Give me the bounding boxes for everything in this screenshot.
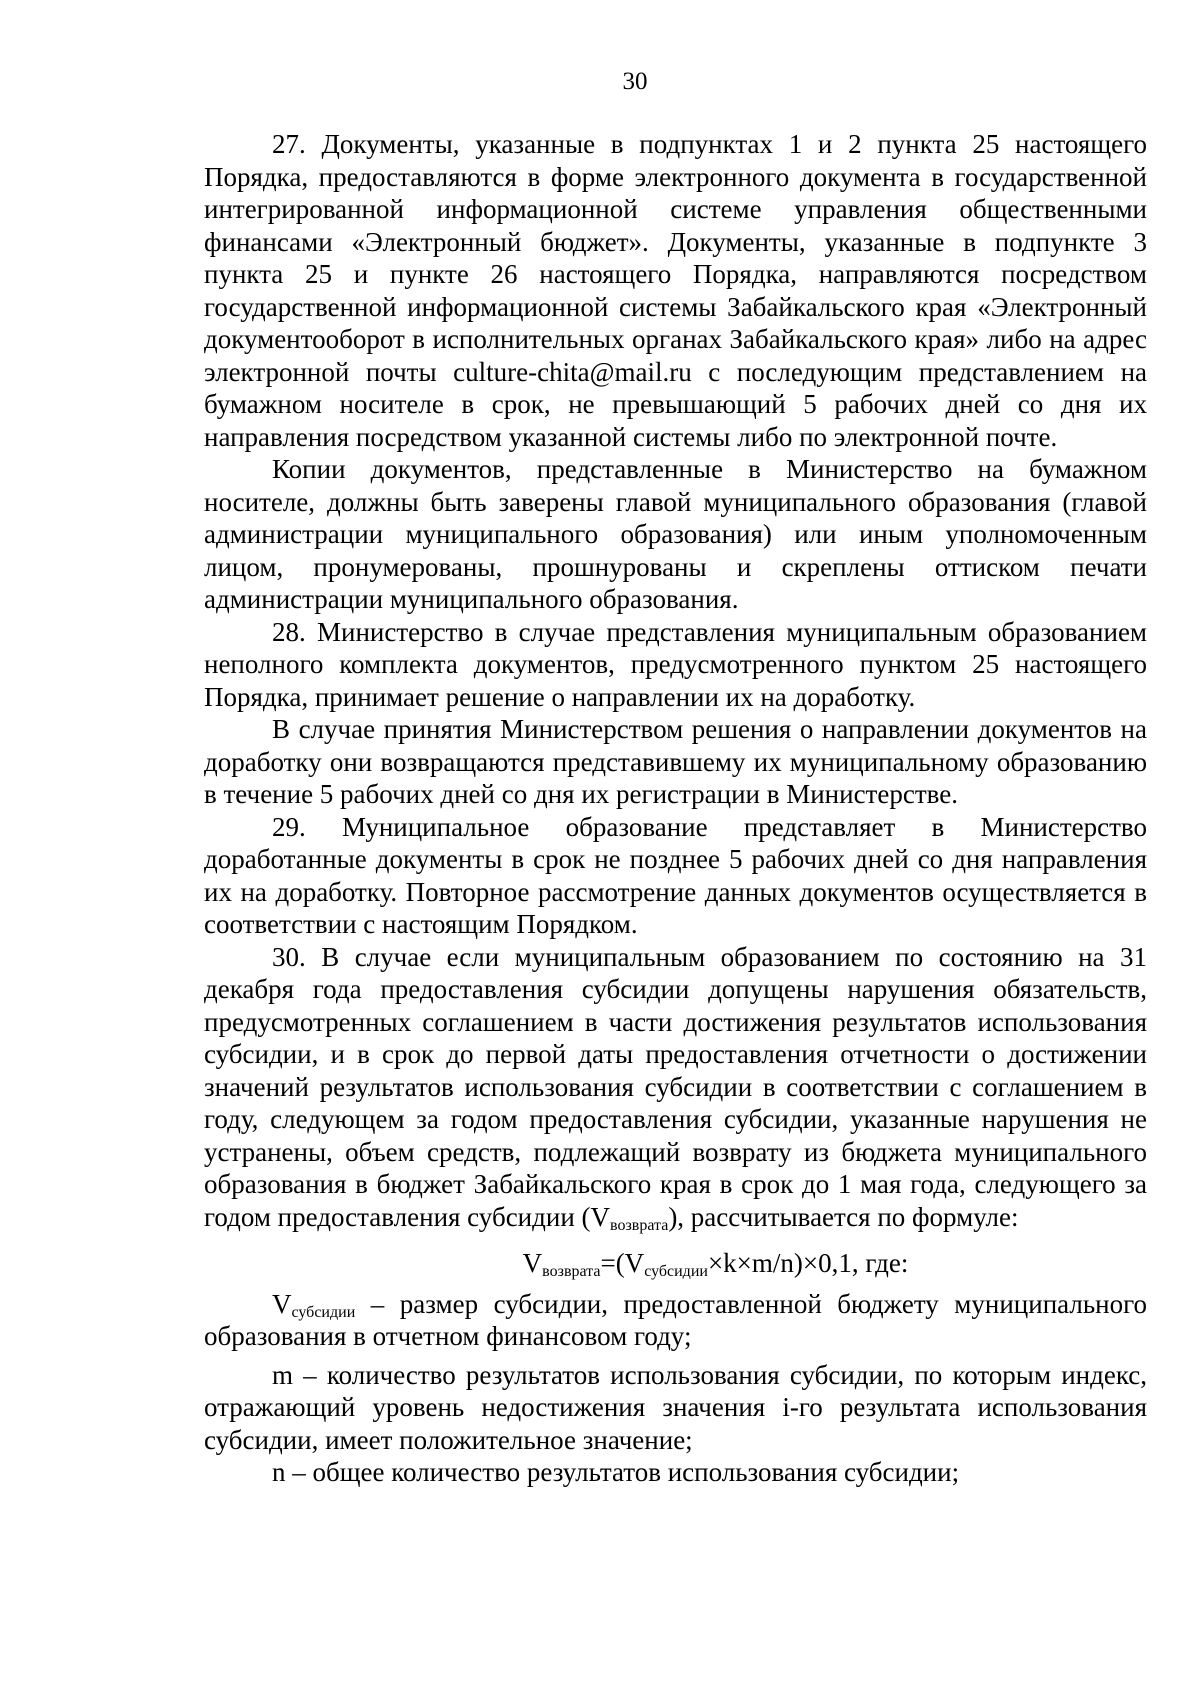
paragraph-30-after: ), рассчитывается по формуле: (668, 1201, 1019, 1232)
paragraph-28-text: Министерство в случае представления муниципальным образованием неполного комплекта документов, предусмотренного пунктом 25 настоящего Порядка, принимает решение о направлении их на доработку. (204, 616, 1148, 712)
document-body (204, 128, 1147, 1489)
paragraph-27-copies (204, 453, 1147, 616)
page-number: 30 (622, 68, 648, 95)
formula (204, 1247, 1147, 1280)
paragraph-30-subscript: возврата (610, 1216, 669, 1234)
definition-n-text: n – общее количество результатов использования субсидии; (272, 1457, 960, 1487)
definition-m-text: m – количество результатов использования субсидии, по которым индекс, отражающий уровень недостижения значения i-го результата использования субсидии, имеет положительное значение; (204, 1359, 1147, 1455)
paragraph-27 (204, 128, 1147, 453)
item-number-30: 30. (272, 941, 306, 972)
definition-n (204, 1456, 1147, 1489)
paragraph-28-return-text: В случае принятия Министерством решения о направлении документов на доработку они возвращаются представившему их муниципальному образованию в течение 5 рабочих дней со дня их регистрации в Министерстве. (204, 714, 1147, 809)
definition-v-subsidy (204, 1288, 1147, 1353)
definition-v: V (272, 1288, 292, 1319)
paragraph-30 (204, 941, 1147, 1234)
paragraph-29-text: Муниципальное образование представляет в Министерство доработанные документы в срок не позднее 5 рабочих дней со дня направления их на доработку. Повторное рассмотрение данных документов осуществляется в соответствии с настоящим Порядком. (204, 811, 1147, 939)
definition-v-text: – размер субсидии, предоставленной бюджету муниципального образования в отчетном финансовом году; (204, 1288, 1147, 1351)
definition-v-sub: субсидии (291, 1303, 356, 1321)
paragraph-28 (204, 616, 1147, 714)
formula-sub-return: возврата (542, 1263, 601, 1280)
formula-eq: =(V (600, 1248, 645, 1278)
paragraph-29 (204, 811, 1147, 941)
item-number-28: 28. (272, 616, 306, 647)
formula-sub-subsidy: субсидии (644, 1263, 708, 1280)
paragraph-27-copies-text: Копии документов, представленные в Министерство на бумажном носителе, должны быть заверены главой муниципального образования (главой администрации муниципального образования) или иным уполномоченным лицом, пронумерованы, прошнурованы и скреплены оттиском печати администрации муниципального образования. (204, 454, 1147, 614)
definition-m (204, 1359, 1147, 1457)
item-number-27: 27. (272, 129, 306, 159)
paragraph-28-return (204, 713, 1147, 811)
paragraph-27-text: Документы, указанные в подпунктах 1 и 2 пункта 25 настоящего Порядка, предоставляются в форме электронного документа в государственной интегрированной информационной системе управления общественными финансами «Электронный бюджет». Документы, указанные в подпункте 3 пункта 25 и пункте 26 настоящего Порядка, направляются посредством государственной информационной системы Забайкальского края «Электронный документооборот в исполнительных органах Забайкальского края» либо на адрес электронной почты culture-chita@mail.ru с последующим представлением на бумажном носителе в срок, не превышающий 5 рабочих дней со дня их направления посредством указанной системы либо по электронной почте. (204, 129, 1148, 452)
formula-v: V (522, 1248, 543, 1278)
item-number-29: 29. (272, 811, 306, 842)
formula-rest: ×k×m/n)×0,1, где: (707, 1248, 909, 1278)
paragraph-30-text: В случае если муниципальным образованием по состоянию на 31 декабря года предоставления субсидии допущены нарушения обязательств, предусмотренных соглашением в части достижения результатов использования субсидии, и в срок до первой даты предоставления отчетности о достижении значений результатов использования субсидии в соответствии с соглашением в году, следующем за годом предоставления субсидии, указанные нарушения не устранены, объем средств, подлежащий возврату из бюджета муниципального образования в бюджет Забайкальского края в срок до 1 мая года, следующего за годом предоставления субсидии (V (204, 941, 1148, 1232)
